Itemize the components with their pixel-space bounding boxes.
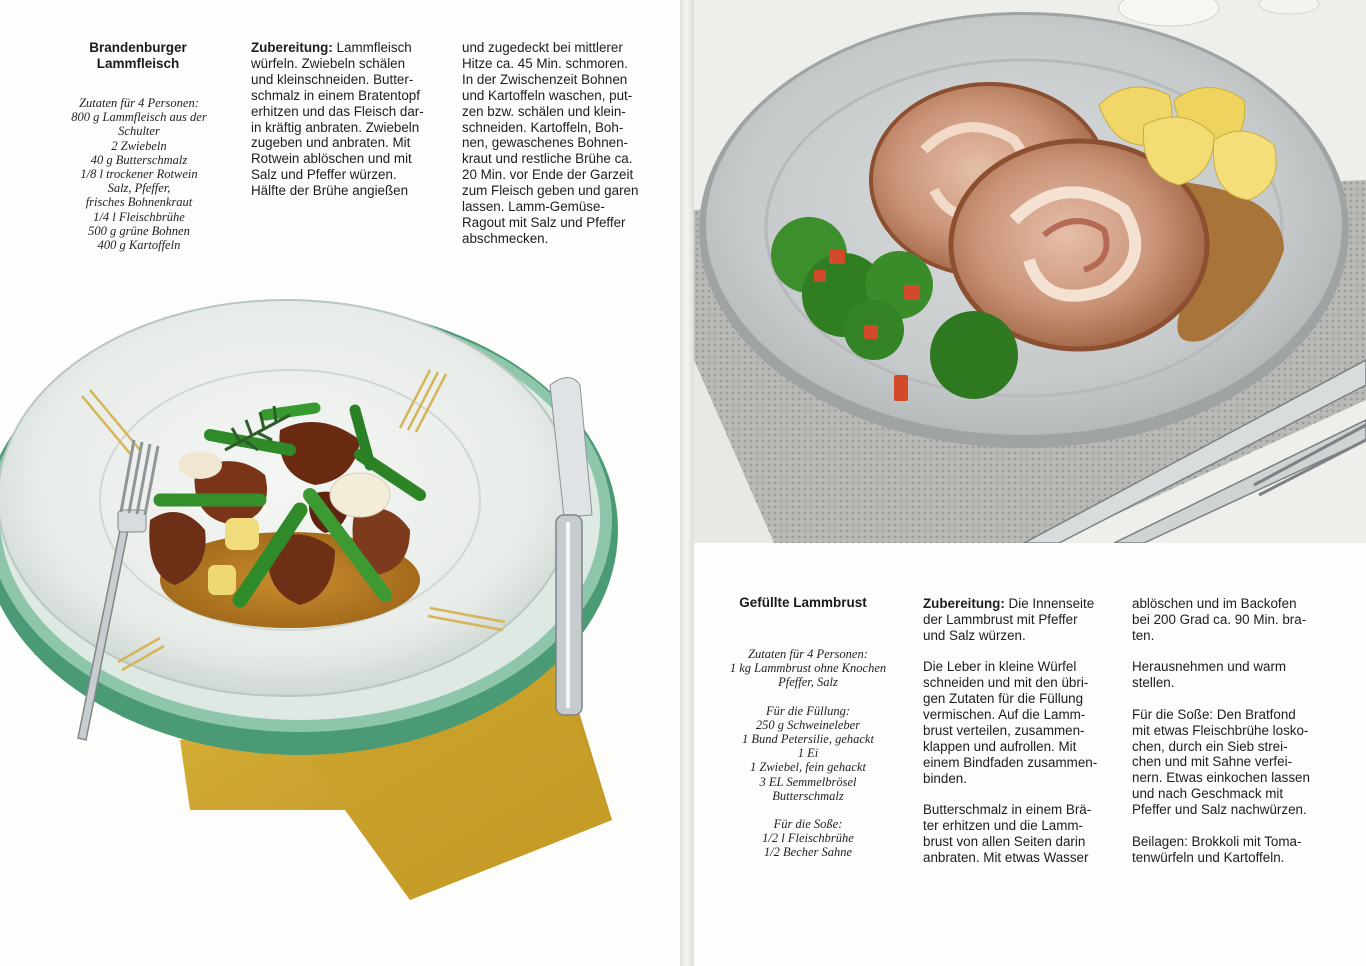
prep-text-line: brust verteilen, zusammen- (923, 722, 1085, 738)
title-line: Brandenburger (89, 40, 187, 55)
prep-text-line: schneiden. Kartoffeln, Boh- (462, 119, 624, 135)
prep-text-line: und Salz würzen. (923, 627, 1026, 643)
prep-text-line: abschmecken. (462, 230, 549, 246)
paragraph-spacer (1132, 691, 1332, 707)
prep-text-line: Hälfte der Brühe angießen (251, 183, 409, 199)
prep-text-line: zum Fleisch geben und garen (462, 183, 639, 199)
prep-text-line: vermischen. Auf die Lamm- (923, 707, 1086, 723)
prep-first-line (923, 596, 1123, 612)
prep-text-line: gen Zutaten für die Füllung (923, 691, 1084, 707)
ingredients-group-heading: Für die Füllung: (765, 703, 850, 718)
ingredient-line: 1/2 Becher Sahne (763, 845, 853, 860)
prep-text-line: schmalz in einem Bratentopf (251, 87, 420, 103)
left-page (0, 0, 680, 966)
ingredient-list (708, 647, 908, 860)
ingredient-list (40, 96, 238, 252)
prep-text-line: in kräftig anbraten. Zwiebeln (251, 119, 420, 135)
paragraph-spacer (923, 787, 1123, 803)
paragraph-spacer (1132, 818, 1332, 834)
prep-text-line: schneiden und mit den übri- (923, 675, 1089, 691)
paragraph-spacer (923, 644, 1123, 660)
ingredient-line: 500 g grüne Bohnen (88, 223, 190, 238)
group-spacer (708, 690, 908, 704)
prep-text-line: und nach Geschmack mit (1132, 786, 1284, 802)
ingredient-line: 3 EL Semmelbrösel (759, 774, 857, 789)
ingredient-line: 250 g Schweineleber (755, 717, 861, 732)
prep-text-line: ten. (1132, 627, 1155, 643)
prep-text: Lammfleisch (332, 40, 412, 55)
prep-text-line: Ragout mit Salz und Pfeffer (462, 214, 626, 230)
ingredient-line: Schulter (118, 124, 160, 139)
prep-text-line: nen, gewaschenes Bohnen- (462, 135, 629, 151)
ingredient-line: 2 Zwiebeln (111, 138, 167, 153)
right-page (694, 0, 1366, 966)
prep-text-line: chen, durch ein Sieb strei- (1132, 738, 1288, 754)
potato-piece (208, 565, 236, 595)
prep-text-line: tenwürfeln und Kartoffeln. (1132, 849, 1285, 865)
ingredient-line: 40 g Butterschmalz (90, 152, 188, 167)
ingredient-line: 400 g Kartoffeln (97, 238, 181, 253)
prep-text-line: zen bzw. schälen und klein- (462, 103, 626, 119)
prep-text-line: und kleinschneiden. Butter- (251, 71, 414, 87)
prep-text-line: Butterschmalz in einem Brä- (923, 802, 1092, 818)
prep-text-line: Hitze ca. 45 Min. schmoren. (462, 55, 628, 71)
prep-text-line: brust von allen Seiten darin (923, 833, 1086, 849)
ingredients-group-heading: Für die Soße: (773, 817, 843, 832)
ingredient-line: Pfeffer, Salz (778, 675, 838, 690)
prep-text-line: ter erhitzen und die Lamm- (923, 818, 1084, 834)
white-plate (0, 300, 574, 696)
ingredient-line: frisches Bohnenkraut (85, 195, 193, 210)
prep-text-line: mit etwas Fleischbrühe losko- (1132, 722, 1309, 738)
prep-first-line (251, 40, 451, 56)
onion (330, 473, 390, 517)
prep-text-line: und zugedeckt bei mittlerer (462, 40, 623, 55)
prep-text-line: einem Bindfaden zusammen- (923, 754, 1098, 770)
ingredients-heading: Zutaten für 4 Personen: (79, 96, 199, 110)
ingredient-line: 800 g Lammfleisch aus der (71, 110, 207, 125)
prep-text-line: Die Leber in kleine Würfel (923, 659, 1077, 675)
prep-label: Zubereitung: (923, 596, 1005, 611)
stuffed-lamb-breast-photo (694, 0, 1366, 543)
prep-text-line: Beilagen: Brokkoli mit Toma- (1132, 833, 1302, 849)
book-gutter (680, 0, 694, 966)
ingredient-line: Salz, Pfeffer, (107, 181, 171, 196)
preparation-column-1 (251, 40, 451, 199)
ingredient-line: 1 Zwiebel, fein gehackt (750, 760, 866, 775)
prep-text-line: Rotwein ablöschen und mit (251, 151, 412, 167)
prep-text-line: würfeln. Zwiebeln schälen (251, 55, 406, 71)
prep-text-line: lassen. Lamm-Gemüse- (462, 199, 605, 215)
ingredient-line: Butterschmalz (772, 788, 844, 803)
ingredients-group-heading: Zutaten für 4 Personen: (748, 647, 868, 661)
prep-label: Zubereitung: (251, 40, 333, 55)
prep-text-line: stellen. (1132, 675, 1175, 691)
recipe-title-brandenburger (48, 40, 228, 72)
prep-text-line: ablöschen und im Backofen (1132, 596, 1297, 611)
prep-text-line: binden. (923, 770, 967, 786)
title-line: Lammfleisch (96, 56, 180, 71)
prep-text-line: der Lammbrust mit Pfeffer (923, 611, 1078, 627)
prep-text-line: In der Zwischenzeit Bohnen (462, 71, 628, 87)
group-spacer (708, 803, 908, 817)
prep-text-line: chen und mit Sahne verfei- (1132, 754, 1293, 770)
ingredient-line: 1/4 l Fleischbrühe (93, 209, 185, 224)
prep-text: Die Innenseite (1004, 596, 1095, 611)
preparation-column-1 (923, 596, 1123, 866)
prep-text-line: 20 Min. vor Ende der Garzeit (462, 167, 634, 183)
ingredient-line: 1/2 l Fleischbrühe (762, 831, 854, 846)
prep-text-line: erhitzen und das Fleisch dar- (251, 103, 424, 119)
prep-text-line: Salz und Pfeffer würzen. (251, 167, 397, 183)
prep-text-line: und Kartoffeln waschen, put- (462, 87, 633, 103)
preparation-column-2 (462, 40, 662, 247)
prep-text-line: Für die Soße: Den Bratfond (1132, 706, 1296, 722)
ingredient-line: 1 kg Lammbrust ohne Knochen (729, 661, 887, 676)
recipe-title-gefuellte-lammbrust: Gefüllte Lammbrust (739, 595, 867, 610)
prep-text-line: klappen und aufrollen. Mit (923, 738, 1077, 754)
ingredient-line: 1 Ei (797, 746, 819, 761)
prep-text-line: kraut und restliche Brühe ca. (462, 151, 633, 167)
paragraph-spacer (1132, 644, 1332, 660)
preparation-column-2 (1132, 596, 1332, 865)
prep-text-line: nern. Etwas einkochen lassen (1132, 770, 1310, 786)
prep-text-line: anbraten. Mit etwas Wasser (923, 849, 1089, 865)
lamb-ragout-photo (0, 290, 680, 930)
prep-text-line: zugeben und anbraten. Mit (251, 135, 411, 151)
potato-piece (225, 518, 259, 550)
ingredient-line: 1/8 l trockener Rotwein (80, 167, 198, 182)
prep-text-line: Pfeffer und Salz nachwürzen. (1132, 802, 1307, 818)
prep-text-line: bei 200 Grad ca. 90 Min. bra- (1132, 611, 1307, 627)
prep-text-line: Herausnehmen und warm (1132, 659, 1287, 675)
ingredient-line: 1 Bund Petersilie, gehackt (742, 732, 874, 747)
onion (178, 451, 222, 479)
